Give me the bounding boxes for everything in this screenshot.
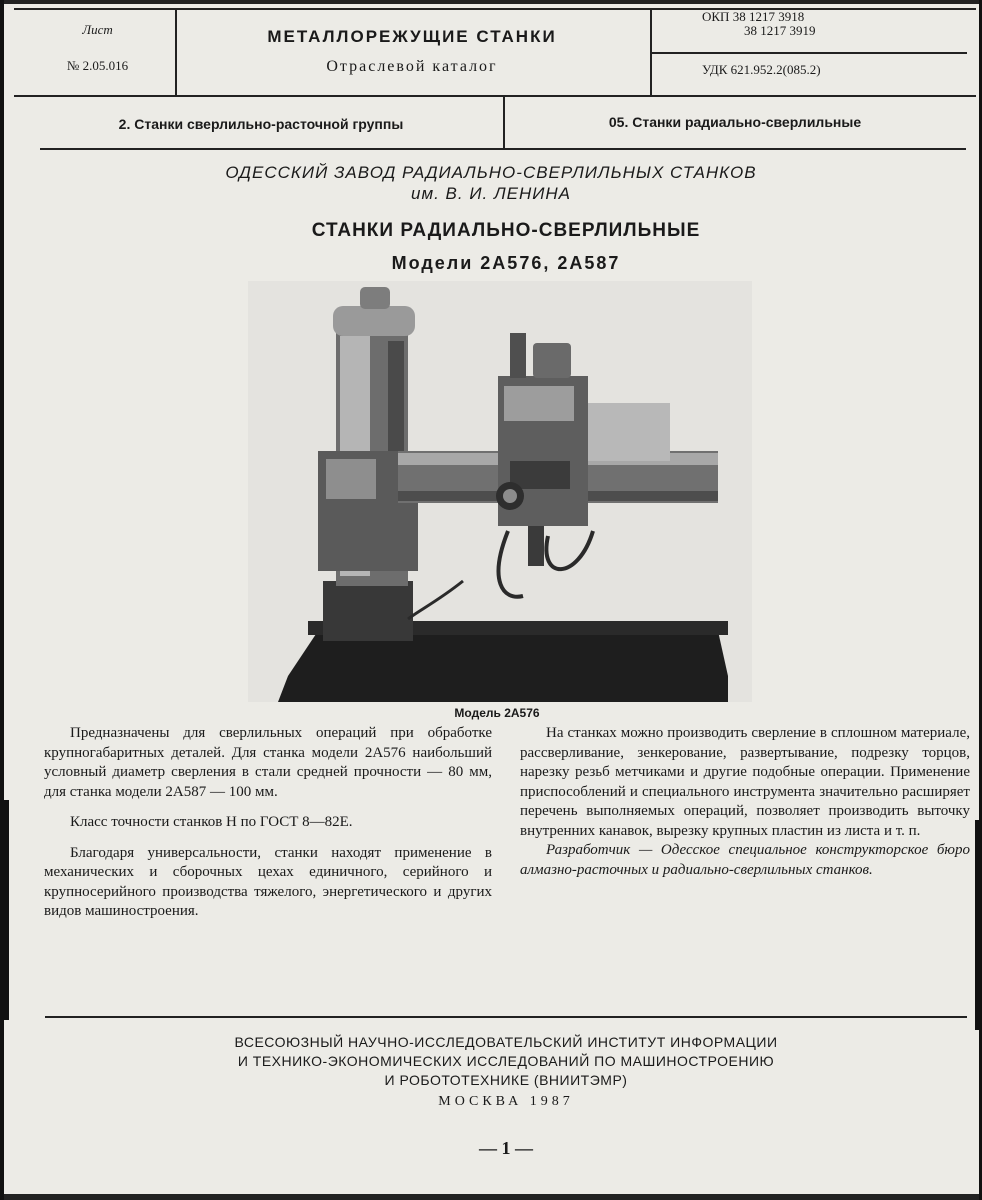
page-edge-bottom: [0, 1194, 982, 1200]
institute-line-2: И ТЕХНИКО-ЭКОНОМИЧЕСКИХ ИССЛЕДОВАНИЙ ПО МАШИНОСТРОЕНИЮ: [237, 1053, 775, 1069]
sheet-info: [20, 12, 175, 94]
product-models: Модели 2А576, 2А587: [391, 253, 621, 273]
page-edge-top: [0, 0, 982, 4]
sheet-label: Лист: [82, 22, 113, 37]
institute-line-3: И РОБОТОТЕХНИКЕ (ВНИИТЭМР): [384, 1072, 628, 1088]
application-paragraph: Благодаря универсальности, станки находят применение в механических и сборочных цехах единичного, серийного и крупносерийного производства тяжелого, энергетического и других видов машиностроения.: [44, 844, 492, 919]
page-edge-right-dark: [975, 820, 982, 1030]
description-left-column: [44, 724, 492, 922]
page-number: — 1 —: [479, 1138, 533, 1158]
header-frame-top: [14, 8, 976, 10]
operations-paragraph: На станках можно производить сверление в сплошном материале, рассверливание, зенкерование, развертывание, подрезку торцов, нарезку резьб метчиками и другие подобные операции. Применение приспособлений и специального инструмента значительно расширяет перечень выполняемых операций, позволяет производить выточку внутренних канавок, вырезку крупных пластин из листа и т. п.: [520, 725, 970, 839]
catalog-subtitle: Отраслевой каталог: [326, 58, 498, 75]
photo-caption: Модель 2А576: [454, 706, 540, 720]
publication-city-year: МОСКВА 1987: [438, 1094, 574, 1109]
page-edge-left-dark: [0, 800, 9, 1020]
machine-group: 2. Станки сверлильно-расточной группы: [118, 116, 404, 132]
product-heading: СТАНКИ РАДИАЛЬНО-СВЕРЛИЛЬНЫЕ: [311, 220, 701, 241]
accuracy-class-paragraph: Класс точности станков Н по ГОСТ 8—82Е.: [70, 814, 353, 830]
okp-code-1: ОКП 38 1217 3918: [702, 9, 805, 24]
header-divider-right: [650, 8, 652, 96]
group-row-bottom-rule: [40, 148, 966, 150]
manufacturer: [0, 162, 982, 204]
description-right-column: [520, 724, 970, 880]
radial-drill-illustration: [248, 281, 752, 702]
developer-paragraph: Разработчик — Одесское специальное конструкторское бюро алмазно-расточных и радиально-сверлильных станков.: [520, 842, 970, 878]
manufacturer-name: ОДЕССКИЙ ЗАВОД РАДИАЛЬНО-СВЕРЛИЛЬНЫХ СТАНКОВ: [225, 163, 757, 182]
purpose-paragraph: Предназначены для сверлильных операций при обработке крупногабаритных деталей. Для станка модели 2А576 наибольший условный диаметр сверления в стали средней прочности — 80 мм, для станка модели 2А587 — 100 мм.: [44, 725, 492, 800]
udk-code: УДК 621.952.2(085.2): [702, 62, 821, 77]
footer-rule: [45, 1016, 967, 1018]
catalog-title: МЕТАЛЛОРЕЖУЩИЕ СТАНКИ: [267, 27, 557, 46]
header-frame-divider: [14, 95, 976, 97]
manufacturer-honorific: им. В. И. ЛЕНИНА: [411, 184, 571, 203]
institute-line-1: ВСЕСОЮЗНЫЙ НАУЧНО-ИССЛЕДОВАТЕЛЬСКИЙ ИНСТИТУТ ИНФОРМАЦИИ: [234, 1034, 778, 1050]
machine-subgroup: 05. Станки радиально-сверлильные: [608, 114, 862, 130]
codes-divider: [652, 52, 967, 54]
machine-photo: [248, 281, 752, 702]
sheet-number: № 2.05.016: [66, 58, 129, 73]
catalog-title-block: [177, 18, 647, 78]
publisher-institute: [0, 1033, 982, 1090]
okp-code-2: 38 1217 3919: [744, 23, 816, 38]
